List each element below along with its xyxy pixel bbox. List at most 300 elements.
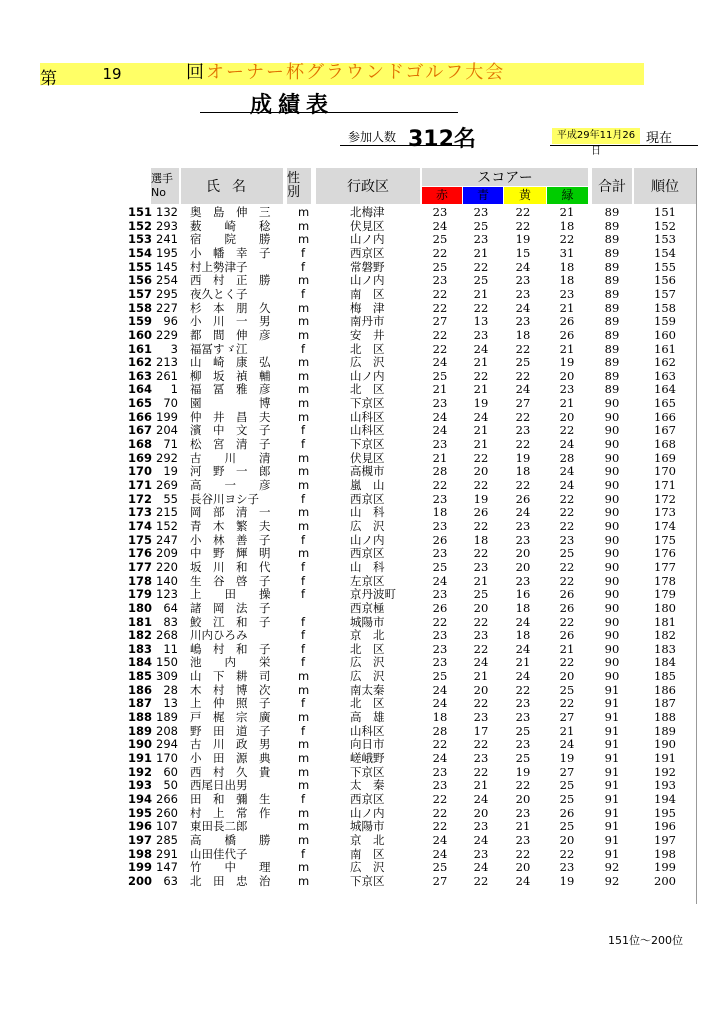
score-green: 21 xyxy=(559,205,575,219)
rank: 163 xyxy=(654,368,676,383)
sex: m xyxy=(298,273,310,288)
score-red: 22 xyxy=(432,286,448,301)
score-red: 24 xyxy=(432,682,448,697)
total: 90 xyxy=(604,587,620,602)
player-no: 199 xyxy=(156,409,178,424)
sex: m xyxy=(298,518,310,533)
player-name: 上 田 操 xyxy=(190,587,271,602)
row-rank: 171 xyxy=(128,478,153,492)
ward: 西京区 xyxy=(350,546,385,561)
ward: 常磐野 xyxy=(350,259,385,274)
score-red: 23 xyxy=(432,518,448,533)
total: 89 xyxy=(604,300,620,315)
total: 91 xyxy=(604,751,620,765)
sex: m xyxy=(298,450,310,465)
total: 92 xyxy=(604,860,620,875)
column-header-name: 氏名 xyxy=(181,168,283,204)
score-green: 26 xyxy=(559,805,575,820)
player-no: 260 xyxy=(156,805,178,820)
total: 90 xyxy=(604,669,620,684)
ward: 北 区 xyxy=(350,341,385,356)
ward: 向日市 xyxy=(350,737,385,752)
total: 90 xyxy=(604,628,620,643)
column-header-ward: 行政区 xyxy=(316,168,420,204)
score-yellow: 24 xyxy=(515,669,531,684)
date-underline xyxy=(550,145,698,146)
sex: m xyxy=(298,464,310,479)
ward: 山 科 xyxy=(350,505,385,520)
row-rank: 159 xyxy=(128,314,153,329)
sex: f xyxy=(300,587,306,602)
score-yellow: 21 xyxy=(515,655,531,670)
score-red: 24 xyxy=(432,423,448,438)
row-rank: 177 xyxy=(128,559,153,574)
score-blue: 21 xyxy=(473,437,489,452)
player-name: 山田佳代子 xyxy=(190,846,248,861)
score-red: 23 xyxy=(432,778,448,793)
player-no: 170 xyxy=(156,751,178,765)
ward: 南丹市 xyxy=(350,314,385,329)
player-name: 村上勢津子 xyxy=(190,259,248,274)
score-blue: 22 xyxy=(473,259,489,274)
score-blue: 21 xyxy=(473,573,489,588)
score-yellow: 20 xyxy=(515,791,531,806)
score-green: 22 xyxy=(559,696,575,711)
score-red: 25 xyxy=(432,368,448,383)
score-red: 23 xyxy=(432,587,448,602)
player-name: 川内ひろみ xyxy=(190,628,248,643)
player-name: 福 冨 雅 彦 xyxy=(190,382,271,397)
row-rank: 174 xyxy=(128,518,153,533)
rank: 188 xyxy=(654,710,676,725)
player-name: 村 上 常 作 xyxy=(190,805,271,820)
column-header-score: スコアー xyxy=(422,168,588,186)
total: 90 xyxy=(604,409,620,424)
score-red: 26 xyxy=(432,600,448,615)
player-no: 50 xyxy=(163,778,178,793)
row-rank: 195 xyxy=(128,805,153,820)
rank: 198 xyxy=(654,846,676,861)
score-green: 22 xyxy=(559,573,575,588)
score-red: 27 xyxy=(432,314,448,329)
score-red: 21 xyxy=(432,450,448,465)
score-yellow: 18 xyxy=(515,464,531,479)
player-no: 295 xyxy=(156,286,178,301)
row-rank: 180 xyxy=(128,600,153,615)
row-rank: 165 xyxy=(128,396,153,411)
player-name: 山 下 耕 司 xyxy=(190,669,271,684)
sex: m xyxy=(298,751,310,765)
score-yellow: 24 xyxy=(515,300,531,315)
row-rank: 155 xyxy=(128,259,153,274)
total: 89 xyxy=(604,245,620,260)
rank: 154 xyxy=(654,245,676,260)
score-green: 24 xyxy=(559,737,575,752)
player-no: 220 xyxy=(156,559,178,574)
player-name: 嶋 村 和 子 xyxy=(190,641,271,656)
score-yellow: 23 xyxy=(515,273,531,288)
sex: f xyxy=(300,559,306,574)
sex: f xyxy=(300,573,306,588)
score-blue: 21 xyxy=(473,245,489,260)
rank: 164 xyxy=(654,382,676,397)
score-red: 25 xyxy=(432,669,448,684)
tournament-name: オーナー杯グラウンドゴルフ大会 xyxy=(206,62,506,83)
rank: 156 xyxy=(654,273,676,288)
ward: 広 沢 xyxy=(350,669,385,684)
player-no: 227 xyxy=(156,300,178,315)
score-red: 25 xyxy=(432,232,448,247)
sex: m xyxy=(298,382,310,397)
score-green: 26 xyxy=(559,600,575,615)
sex: m xyxy=(298,300,310,315)
score-blue: 23 xyxy=(473,628,489,643)
rank: 194 xyxy=(654,791,676,806)
score-blue: 19 xyxy=(473,396,489,411)
score-red: 27 xyxy=(432,873,448,888)
player-no: 152 xyxy=(156,518,178,533)
total: 89 xyxy=(604,218,620,233)
score-red: 23 xyxy=(432,205,448,219)
score-yellow: 25 xyxy=(515,355,531,370)
player-no: 241 xyxy=(156,232,178,247)
player-no: 71 xyxy=(163,437,178,452)
score-yellow: 19 xyxy=(515,232,531,247)
score-green: 24 xyxy=(559,478,575,492)
row-rank: 154 xyxy=(128,245,153,260)
total: 90 xyxy=(604,559,620,574)
score-blue: 20 xyxy=(473,682,489,697)
sex: f xyxy=(300,723,306,738)
score-blue: 17 xyxy=(473,723,489,738)
rank: 187 xyxy=(654,696,676,711)
score-yellow: 25 xyxy=(515,751,531,765)
score-blue: 19 xyxy=(473,491,489,506)
sex: m xyxy=(298,409,310,424)
score-blue: 23 xyxy=(473,205,489,219)
rank: 166 xyxy=(654,409,676,424)
player-no: 28 xyxy=(163,682,178,697)
player-no: 3 xyxy=(170,341,178,356)
score-red: 18 xyxy=(432,505,448,520)
total: 91 xyxy=(604,846,620,861)
sex: m xyxy=(298,327,310,342)
score-green: 22 xyxy=(559,655,575,670)
score-blue: 24 xyxy=(473,341,489,356)
participants-underline xyxy=(340,145,462,146)
score-blue: 22 xyxy=(473,696,489,711)
row-rank: 193 xyxy=(128,778,153,793)
rank: 155 xyxy=(654,259,676,274)
player-name: 池 内 栄 xyxy=(190,655,271,670)
row-rank: 190 xyxy=(128,737,153,752)
row-rank: 181 xyxy=(128,614,153,629)
player-no: 293 xyxy=(156,218,178,233)
rank: 178 xyxy=(654,573,676,588)
rank: 165 xyxy=(654,396,676,411)
score-blue: 21 xyxy=(473,669,489,684)
rank: 169 xyxy=(654,450,676,465)
ward: 広 沢 xyxy=(350,518,385,533)
table-border xyxy=(696,168,697,904)
total: 89 xyxy=(604,327,620,342)
score-red: 24 xyxy=(432,751,448,765)
score-blue: 20 xyxy=(473,805,489,820)
score-red: 24 xyxy=(432,409,448,424)
page-range: 151位～200位 xyxy=(608,934,683,947)
score-red: 22 xyxy=(432,791,448,806)
player-name: 奥 島 伸 三 xyxy=(190,205,271,219)
ward: 京 北 xyxy=(350,832,385,847)
score-green: 31 xyxy=(559,245,575,260)
player-name: 木 村 博 次 xyxy=(190,682,271,697)
ward: 西京区 xyxy=(350,491,385,506)
score-blue: 22 xyxy=(473,764,489,779)
player-no: 13 xyxy=(163,696,178,711)
row-rank: 192 xyxy=(128,764,153,779)
score-red: 25 xyxy=(432,559,448,574)
ward: 山ノ内 xyxy=(350,532,385,547)
ward: 南 区 xyxy=(350,846,385,861)
ward: 広 沢 xyxy=(350,860,385,875)
player-name: 竹 中 理 xyxy=(190,860,271,875)
rank: 191 xyxy=(654,751,676,765)
rank: 162 xyxy=(654,355,676,370)
player-name: 山 崎 康 弘 xyxy=(190,355,271,370)
score-green: 25 xyxy=(559,778,575,793)
player-no: 294 xyxy=(156,737,178,752)
row-rank: 164 xyxy=(128,382,153,397)
ward: 山科区 xyxy=(350,409,385,424)
rank: 192 xyxy=(654,764,676,779)
sex: m xyxy=(298,505,310,520)
score-red: 26 xyxy=(432,532,448,547)
rank: 186 xyxy=(654,682,676,697)
score-red: 25 xyxy=(432,860,448,875)
score-blue: 22 xyxy=(473,450,489,465)
score-blue: 22 xyxy=(473,518,489,533)
total: 90 xyxy=(604,423,620,438)
ward: 城陽市 xyxy=(350,614,385,629)
row-rank: 198 xyxy=(128,846,153,861)
sex: m xyxy=(298,805,310,820)
ward: 下京区 xyxy=(350,437,385,452)
ward: 山ノ内 xyxy=(350,368,385,383)
player-no: 269 xyxy=(156,478,178,492)
score-green: 20 xyxy=(559,669,575,684)
ward: 山科区 xyxy=(350,423,385,438)
rank: 158 xyxy=(654,300,676,315)
ward: 伏見区 xyxy=(350,450,385,465)
rank: 199 xyxy=(654,860,676,875)
score-green: 18 xyxy=(559,259,575,274)
score-yellow: 23 xyxy=(515,805,531,820)
title-underline xyxy=(200,112,458,113)
score-blue: 21 xyxy=(473,778,489,793)
player-no: 1 xyxy=(170,382,178,397)
score-yellow: 22 xyxy=(515,218,531,233)
total: 90 xyxy=(604,641,620,656)
player-name: 西 村 久 貴 xyxy=(190,764,271,779)
player-no: 266 xyxy=(156,791,178,806)
ward: 京 北 xyxy=(350,628,385,643)
row-rank: 173 xyxy=(128,505,153,520)
column-header-red: 赤 xyxy=(422,187,462,204)
score-blue: 23 xyxy=(473,327,489,342)
ward: 山ノ内 xyxy=(350,273,385,288)
rank: 182 xyxy=(654,628,676,643)
ward: 嵐 山 xyxy=(350,478,385,492)
row-rank: 188 xyxy=(128,710,153,725)
score-red: 25 xyxy=(432,259,448,274)
player-no: 285 xyxy=(156,832,178,847)
sex: f xyxy=(300,641,306,656)
rank: 153 xyxy=(654,232,676,247)
ward: 北 区 xyxy=(350,696,385,711)
score-red: 22 xyxy=(432,300,448,315)
player-name: 河 野 一 郎 xyxy=(190,464,271,479)
rank: 180 xyxy=(654,600,676,615)
sex: f xyxy=(300,259,306,274)
ward: 西京区 xyxy=(350,245,385,260)
score-green: 25 xyxy=(559,546,575,561)
sex: f xyxy=(300,655,306,670)
row-rank: 157 xyxy=(128,286,153,301)
score-red: 28 xyxy=(432,464,448,479)
score-red: 22 xyxy=(432,737,448,752)
score-yellow: 22 xyxy=(515,368,531,383)
total: 91 xyxy=(604,791,620,806)
sex: m xyxy=(298,669,310,684)
player-no: 291 xyxy=(156,846,178,861)
score-green: 20 xyxy=(559,409,575,424)
score-red: 24 xyxy=(432,573,448,588)
sex: m xyxy=(298,314,310,329)
score-yellow: 24 xyxy=(515,873,531,888)
sex: m xyxy=(298,478,310,492)
score-yellow: 23 xyxy=(515,286,531,301)
total: 90 xyxy=(604,518,620,533)
score-green: 21 xyxy=(559,341,575,356)
player-name: 都 間 伸 彦 xyxy=(190,327,271,342)
player-name: 宿 院 勝 xyxy=(190,232,271,247)
score-green: 18 xyxy=(559,218,575,233)
title-kai: 回 xyxy=(186,62,206,83)
score-yellow: 22 xyxy=(515,341,531,356)
score-red: 28 xyxy=(432,723,448,738)
rank: 170 xyxy=(654,464,676,479)
score-red: 23 xyxy=(432,396,448,411)
column-header-total: 合計 xyxy=(592,168,632,204)
column-header-blue: 青 xyxy=(463,187,503,204)
ward: 左京区 xyxy=(350,573,385,588)
score-yellow: 23 xyxy=(515,696,531,711)
score-blue: 24 xyxy=(473,860,489,875)
total: 89 xyxy=(604,259,620,274)
player-name: 松 宮 清 子 xyxy=(190,437,271,452)
score-red: 24 xyxy=(432,696,448,711)
sex: f xyxy=(300,791,306,806)
score-green: 24 xyxy=(559,464,575,479)
score-yellow: 20 xyxy=(515,546,531,561)
score-yellow: 22 xyxy=(515,682,531,697)
score-yellow: 23 xyxy=(515,532,531,547)
sex: m xyxy=(298,205,310,219)
score-blue: 18 xyxy=(473,532,489,547)
ward: 広 沢 xyxy=(350,655,385,670)
score-blue: 25 xyxy=(473,587,489,602)
score-green: 27 xyxy=(559,764,575,779)
total: 90 xyxy=(604,600,620,615)
score-yellow: 23 xyxy=(515,832,531,847)
row-rank: 191 xyxy=(128,751,153,765)
player-no: 195 xyxy=(156,245,178,260)
score-red: 22 xyxy=(432,245,448,260)
row-rank: 167 xyxy=(128,423,153,438)
ward: 南太秦 xyxy=(350,682,385,697)
sex: m xyxy=(298,832,310,847)
score-blue: 22 xyxy=(473,737,489,752)
row-rank: 197 xyxy=(128,832,153,847)
row-rank: 178 xyxy=(128,573,153,588)
score-red: 22 xyxy=(432,819,448,834)
sex: m xyxy=(298,873,310,888)
score-yellow: 22 xyxy=(515,846,531,861)
score-blue: 21 xyxy=(473,423,489,438)
score-yellow: 18 xyxy=(515,600,531,615)
score-blue: 23 xyxy=(473,846,489,861)
score-green: 22 xyxy=(559,505,575,520)
player-name: 生 谷 啓 子 xyxy=(190,573,271,588)
column-header-green: 緑 xyxy=(547,187,588,204)
sex: f xyxy=(300,491,306,506)
player-no: 261 xyxy=(156,368,178,383)
page-title: 成績表 xyxy=(250,93,335,118)
rank: 174 xyxy=(654,518,676,533)
player-name: 戸 梶 宗 廣 xyxy=(190,710,271,725)
player-name: 薮 崎 稔 xyxy=(190,218,271,233)
rank: 152 xyxy=(654,218,676,233)
total: 91 xyxy=(604,696,620,711)
score-blue: 22 xyxy=(473,368,489,383)
row-rank: 162 xyxy=(128,355,153,370)
sex: f xyxy=(300,245,306,260)
player-name: 高 橋 勝 xyxy=(190,832,271,847)
player-name: 上 仲 照 子 xyxy=(190,696,271,711)
rank: 181 xyxy=(654,614,676,629)
player-name: 長谷川ヨシ子 xyxy=(190,491,259,506)
score-green: 27 xyxy=(559,710,575,725)
player-name: 仲 井 昌 夫 xyxy=(190,409,271,424)
score-red: 23 xyxy=(432,546,448,561)
ward: 北梅津 xyxy=(350,205,385,219)
rank: 185 xyxy=(654,669,676,684)
score-yellow: 18 xyxy=(515,327,531,342)
score-green: 26 xyxy=(559,327,575,342)
score-blue: 22 xyxy=(473,478,489,492)
score-yellow: 21 xyxy=(515,819,531,834)
score-blue: 22 xyxy=(473,641,489,656)
player-name: 鮫 江 和 子 xyxy=(190,614,271,629)
score-green: 24 xyxy=(559,437,575,452)
score-red: 23 xyxy=(432,437,448,452)
row-rank: 200 xyxy=(128,873,153,888)
player-no: 147 xyxy=(156,860,178,875)
total: 89 xyxy=(604,205,620,219)
score-yellow: 25 xyxy=(515,723,531,738)
row-rank: 186 xyxy=(128,682,153,697)
rank: 176 xyxy=(654,546,676,561)
